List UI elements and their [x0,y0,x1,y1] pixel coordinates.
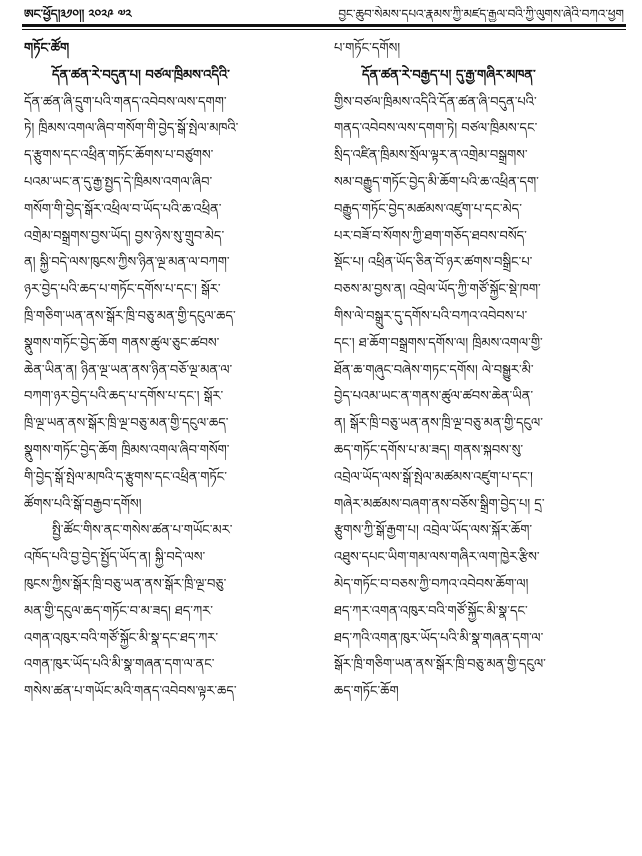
header-rule-thick [22,24,626,27]
text-line: སྣུགས་གཏོང་བྱེད་ཆོག ཁྲིམས་འགལ་ཞིབ་གསོག་ [24,442,230,458]
text-line: གསེས་ཚན་པ་གཡོང་མའི་གནད་འབེབས་ལྟར་ཆད་ [24,684,237,700]
text-line: ཁྲི་ལྔ་ཡན་ནས་སྒོར་ཁྲི་ལྔ་བཅུ་མན་གྱི་དངུལ་ཆད་ [24,416,229,432]
journal-issue-label: ཨང་ཕྱོད།༣༡༠།། ༢༠༢༩ ༧༢ [24,7,132,21]
text-line: སྤྱི་ཚོང་གིས་ནང་གསེས་ཚན་པ་གཡོང་མར་ [52,523,233,539]
text-line: པ་གཏོང་དགོས། [334,41,401,56]
text-line: ཆད་གཏོང་ཆོག [334,684,399,700]
header-rule-thin [22,29,626,30]
left-column [24,36,314,846]
text-line: ན། སྐྱི་བདེ་ལས་ཁུངས་ཀྱིས་ཉིན་ལྔ་མན་ལ་བཀག་ [24,255,230,271]
text-line: བཀག་ཉར་བྱེད་པའི་ཆད་པ་དགོས་པ་དང་། སྒོར་ [24,389,224,405]
text-line: གཏོང་ཚོག [24,41,70,56]
page-body [24,36,624,846]
text-line: པར་བཟོ་བ་སོགས་ཀྱི་ཐག་གཅོད་ཐབས་བསོད་ [334,228,527,244]
text-line: ཁྲི་གཅིག་ཡན་ནས་སྒོར་ཁྲི་བཅུ་མན་གྱི་དངུལ་ཆད་ [24,308,236,324]
text-line: གསོག་གི་བྱེད་སྒོར་འཕྲིལ་བ་ཡོད་པའི་ཆ་འཕྲིན་ [24,201,222,217]
text-line: ད་རྩུགས་དང་འཕྲིན་གཏོང་ཆོགས་པ་བཙུགས་ [24,148,214,164]
text-line: སྡོང་པ། འཕྲིན་ཡོད་ཅིན་བོ་ཉར་ཚགས་བསྒྲིང་པ་ [334,255,533,271]
text-line: དོན་ཚན་རེ་བདུན་པ། བཙལ་ཁྲིམས་འདིའི་ [52,67,230,83]
text-line: འགན་ཁུར་ཡོད་པའི་མི་སྣ་གཞན་དག་ལ་ནང་ [24,657,215,673]
running-header [24,6,624,22]
text-line: གཞེར་མཚམས་བཞག་ནས་བཅོས་སྒྲིག་བྱེད་པ། དྲ་ [334,496,545,512]
text-line: དོན་ཚན་རེ་བརྒྱད་པ། དུ་རྒྱ་གཞིར་མཁན་ [362,67,536,83]
text-line: ཉར་བྱེད་པའི་ཆད་པ་གཏོང་དགོས་པ་དང་། སྒོར་ [24,282,221,298]
text-line: རྩུགས་ཀྱི་སྒོ་རྒྱག་པ། འབྲེལ་ཡོད་ལས་སྐོར་ཆོག་ [334,523,533,539]
text-line: ཐད་ཀར་འགན་འཁུར་བའི་གཙོ་སྐྱོང་མི་སྣ་དང་ [334,603,528,619]
text-line: པའམ་ཡང་ན་དུ་རྒྱ་སྤྱད་དེ་ཁྲིམས་འགལ་ཞིབ་ [24,174,213,190]
text-line: ཆེན་ཡིན་ན། ཉིན་ལྔ་ཡན་ནས་ཉིན་བཅོ་ལྔ་མན་ལ་ [24,362,233,378]
text-line: སམ་བརྒྱུད་གཏོང་བྱེད་མི་ཆོག་པའི་ཆ་འཕྲིན་དག་ [334,174,539,190]
text-line: འཁོད་པའི་བྱ་བྱེད་སྤྱོད་ཡོད་ན། སྐྱི་བདེ་ལས་ [24,550,206,566]
text-line: ཐད་ཀའི་འགན་ཁུར་ཡོད་པའི་མི་སྣ་གཞན་དག་ལ་ [334,630,544,646]
right-column [334,36,624,846]
text-line: ཏེ། ཁྲིམས་འགལ་ཞིབ་གསོག་གི་བྱེད་སྒོ་སྤེལ་མཁའི་ [24,121,239,137]
text-line: ཁུངས་ཀྱིས་སྒོར་ཁྲི་བཅུ་ཡན་ནས་སྒོར་ཁྲི་ལྔ་བཅུ་ [24,576,227,592]
text-line: བྱེད་པའམ་ཡང་ན་གནས་ཚུལ་ཚབས་ཆེན་ཡིན་ [334,389,534,405]
text-line: སྒོར་ཁྲི་གཅིག་ཡན་ནས་སྒོར་ཁྲི་བཅུ་མན་གྱི་དངུལ་ [334,657,546,673]
text-line: མན་གྱི་དངུལ་ཆད་གཏོང་བ་མ་ཟད། ཐད་ཀར་ [24,603,213,619]
text-line: གནད་འབེབས་ལས་དགག་ཏེ། བཙལ་ཁྲིམས་དང་ [334,121,538,137]
text-line: དོན་ཚན་ཞི་དྲུག་པའི་གནད་འབེབས་ལས་དགག་ [24,94,227,110]
text-line: ན། སྒོར་ཁྲི་བཅུ་ཡན་ནས་ཁྲི་ལྔ་བཅུ་མན་གྱི་དངུལ་ [334,416,543,432]
text-line: ཚོགས་པའི་སྒོ་བརྒྱབ་དགོས། [24,496,142,512]
text-line: ཐོན་ཆ་གཞུང་བཞེས་གཏང་དགོས། ལེ་བསྒྱུར་མི་ [334,362,534,378]
text-line: གིས་ལེ་བསྒྲུར་དུ་དགོས་པའི་བཀའ་འབེབས་པ་ [334,308,528,324]
text-line: མེད་གཏོང་བ་བཅས་ཀྱི་བཀའ་འབེབས་ཆོག་ལ། [334,576,529,592]
text-line: དང་། ཐ་ཆོག་བསྒྲགས་དགོས་ལ། ཁྲིམས་འགལ་གྱི་ [334,335,543,351]
journal-title: བྱང་ཆུབ་སེམས་དཔའ་རྣམས་ཀྱི་མཛད་རྒྱལ་བའི་ཀྱི་ལུགས་ཞེའི་བཀའ་ཕྱག [338,7,624,21]
text-line: སྲིད་འཛིན་ཁྲིམས་སྲོལ་ལྟར་ན་འགྲེམ་བསྒྲགས་ [334,148,528,164]
text-line: འབྲེལ་ཡོད་ལས་སྒོ་སྤེལ་མཚམས་འཛུག་པ་དང་། [334,469,533,485]
text-line: ཆད་གཏོང་དགོས་པ་མ་ཟད། གནས་སྐབས་སུ་ [334,442,524,458]
text-line: འགྲེམ་བསྒྲགས་བྱས་ཡོད། བྱས་ཉེས་སུ་གྲུབ་མེད་ [24,228,225,244]
text-line: གྱིས་བཙལ་ཁྲིམས་འདིའི་དོན་ཚན་ཞི་བདུན་པའི་ [334,94,537,110]
text-line: འགན་འཁུར་བའི་གཙོ་སྐྱོང་མི་སྣ་དང་ཐད་ཀར་ [24,630,219,646]
text-line: སྣུགས་གཏོང་བྱེད་ཆོག གནས་ཚུལ་ཅུང་ཚབས་ [24,335,220,351]
text-line: བཅས་མ་བྱས་ན། འབྲེལ་ཡོད་ཀྱི་གཙོ་སྐྱོང་སྡེ་ཁག་ [334,282,541,298]
text-line: གི་བྱེད་སྒོ་སྤེལ་མཁའི་ད་རྩུགས་དང་འཕྲིན་གཏོང་ [24,469,227,485]
text-line: འཐུས་དཔང་ཡིག་གམ་ལས་གཞིར་ལག་ཁྱེར་རྩིས་ [334,550,540,566]
text-line: བརྒྱུད་གཏོང་བྱེད་མཚམས་འཛུག་པ་དང་མེད་ [334,201,522,217]
